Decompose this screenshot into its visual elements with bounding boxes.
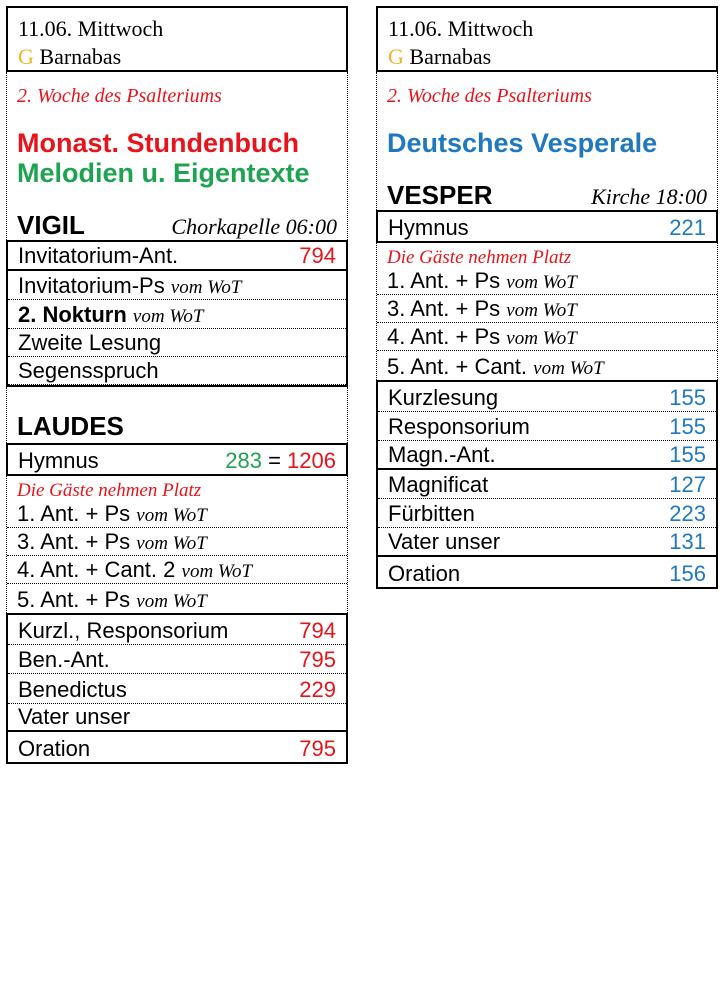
left-feast-name: Barnabas (39, 44, 122, 69)
list-item: 3. Ant. + Ps vom WoT (7, 528, 347, 556)
left-body (6, 72, 348, 240)
list-item: Benedictus 229 (8, 674, 346, 704)
list-item: 2. Nokturn vom WoT (8, 300, 346, 329)
list-item: Responsorium 155 (378, 412, 716, 441)
list-item: Invitatorium-Ps vom WoT (8, 271, 346, 300)
list-item: 3. Ant. + Ps vom WoT (377, 295, 717, 323)
left-book-title-2: Melodien u. Eigentexte (17, 158, 310, 188)
laudes-hymn: Hymnus 283 = 1206 (6, 443, 348, 476)
right-date-header (376, 6, 718, 72)
guests-note: Die Gäste nehmen Platz (17, 480, 202, 501)
left-book-title-1: Monast. Stundenbuch (17, 128, 299, 158)
right-body (376, 72, 718, 210)
list-item: Ben.-Ant. 795 (8, 645, 346, 674)
list-item: Magnificat 127 (378, 470, 716, 499)
vigil-list (6, 240, 348, 387)
vigil-location: Chorkapelle 06:00 (171, 214, 337, 239)
left-date-header (6, 6, 348, 72)
vesper-psalms (376, 243, 718, 380)
list-item: 5. Ant. + Ps vom WoT (17, 587, 207, 612)
vigil-heading (7, 210, 347, 240)
vigil-title: VIGIL (17, 210, 85, 240)
list-item: Vater unser 131 (378, 528, 716, 557)
list-item: 4. Ant. + Cant. 2 vom WoT (7, 556, 347, 584)
left-feast-letter: G (18, 44, 34, 69)
left-column (6, 6, 348, 764)
list-item: 1. Ant. + Ps vom WoT (7, 503, 347, 528)
vesper-items (376, 380, 718, 589)
guests-note: Die Gäste nehmen Platz (387, 247, 572, 268)
left-date: 11.06. Mittwoch (18, 16, 164, 41)
list-item: 5. Ant. + Cant. vom WoT (387, 354, 604, 379)
list-item: Fürbitten 223 (378, 499, 716, 528)
list-item: Magn.-Ant. 155 (378, 441, 716, 470)
list-item: Zweite Lesung (8, 329, 346, 357)
list-item: Segensspruch (8, 357, 346, 385)
right-feast-name: Barnabas (409, 44, 492, 69)
laudes-psalms (6, 476, 348, 613)
list-item: Kurzlesung 155 (378, 382, 716, 412)
vesper-heading (377, 180, 717, 210)
list-item: Invitatorium-Ant. 794 (8, 242, 346, 271)
laudes-heading (6, 387, 348, 443)
left-week: 2. Woche des Psalteriums (17, 85, 222, 107)
oration-row: Oration 156 (388, 561, 706, 586)
list-item: Kurzl., Responsorium 794 (8, 615, 346, 645)
right-column (376, 6, 718, 589)
laudes-title: LAUDES (17, 411, 124, 441)
vesper-hymn: Hymnus 221 (376, 210, 718, 243)
list-item: 1. Ant. + Ps vom WoT (377, 270, 717, 295)
vesper-location: Kirche 18:00 (591, 184, 707, 209)
oration-row: Oration 795 (18, 736, 336, 761)
right-week: 2. Woche des Psalteriums (387, 85, 592, 107)
laudes-items (6, 613, 348, 764)
list-item: Vater unser (8, 704, 346, 732)
list-item: 4. Ant. + Ps vom WoT (377, 323, 717, 351)
vesper-title: VESPER (387, 180, 493, 210)
right-book-title: Deutsches Vesperale (387, 128, 658, 158)
right-date: 11.06. Mittwoch (388, 16, 534, 41)
right-feast-letter: G (388, 44, 404, 69)
